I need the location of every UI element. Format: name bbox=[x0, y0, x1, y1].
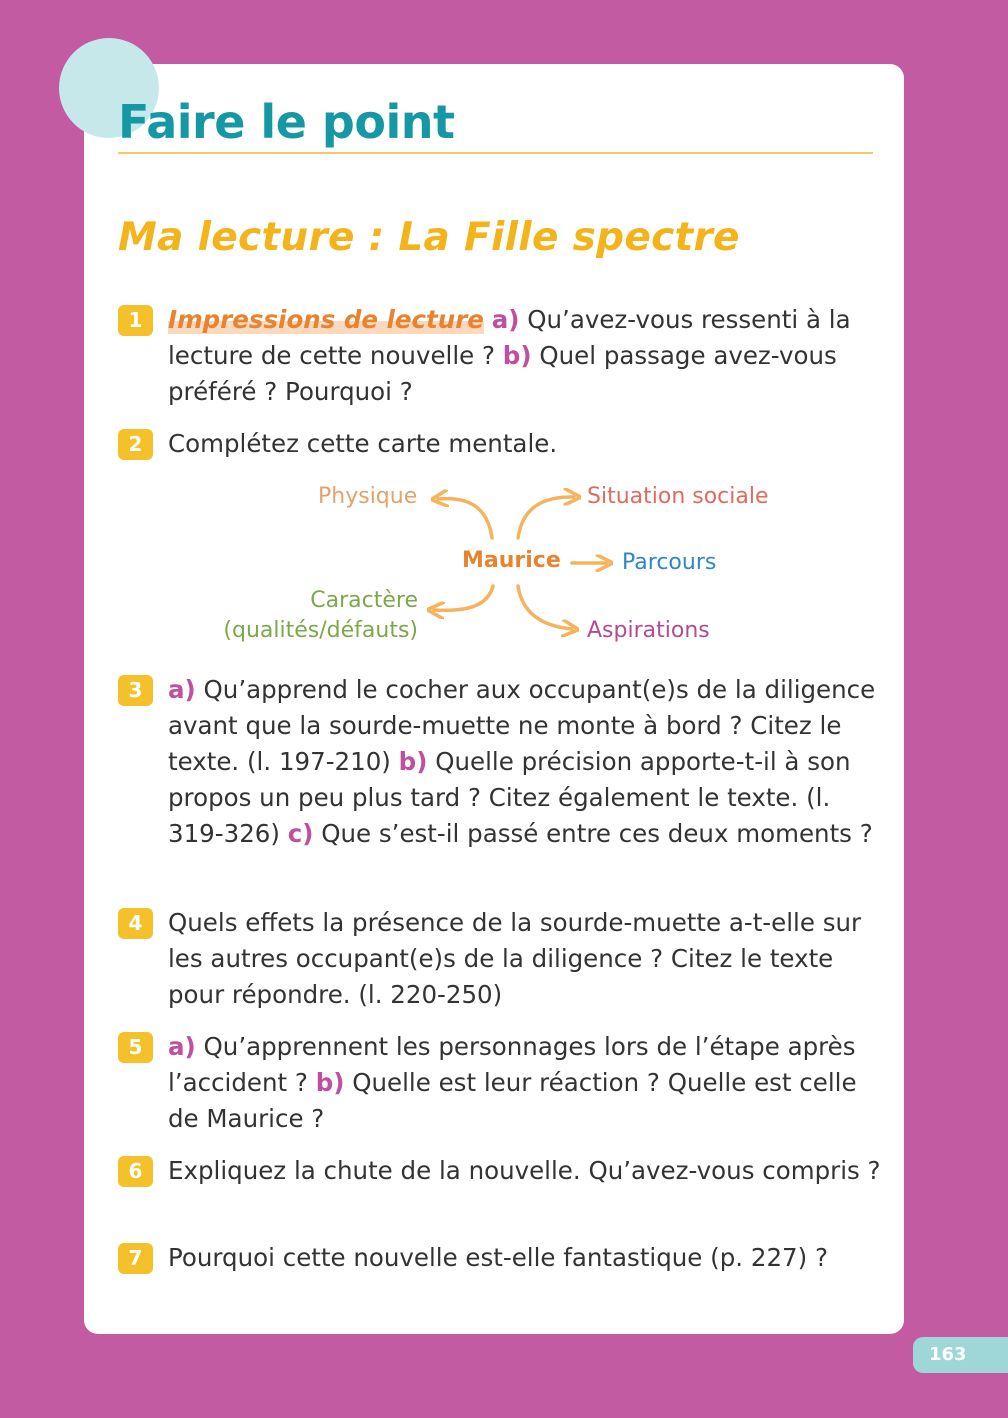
arrow-situation bbox=[518, 497, 574, 538]
question-number-badge: 5 bbox=[118, 1032, 153, 1063]
page-number: 163 bbox=[913, 1337, 1008, 1373]
part-b-text: Quelle précision apporte-t-il à son propos un peu plus tard ? Citez également le texte. (l. 319-326) bbox=[168, 747, 851, 848]
arrow-caractere bbox=[434, 586, 493, 610]
question-text: Pourquoi cette nouvelle est-elle fantastique (p. 227) ? bbox=[168, 1243, 828, 1272]
question-5 bbox=[118, 1029, 888, 1137]
part-c-text: Que s’est-il passé entre ces deux moments ? bbox=[313, 819, 873, 848]
question-number-badge: 7 bbox=[118, 1243, 153, 1274]
part-a-marker: a) bbox=[491, 305, 520, 334]
question-4 bbox=[118, 905, 888, 1013]
arrow-physique bbox=[438, 499, 492, 538]
section-title: Ma lecture : La Fille spectre bbox=[118, 215, 740, 260]
part-b-text: Quelle est leur réaction ? Quelle est celle de Maurice ? bbox=[168, 1068, 857, 1133]
question-6 bbox=[118, 1153, 888, 1189]
mind-map-parcours: Parcours bbox=[622, 550, 717, 575]
part-a-marker: a) bbox=[168, 1032, 196, 1061]
mind-map-caractere-line1: Caractère bbox=[310, 588, 418, 613]
question-3 bbox=[118, 672, 888, 852]
mind-map-center: Maurice bbox=[462, 548, 561, 573]
mind-map-aspirations: Aspirations bbox=[587, 618, 710, 643]
mind-map-situation: Situation sociale bbox=[587, 484, 769, 509]
part-c-marker: c) bbox=[287, 819, 314, 848]
question-text: Quels effets la présence de la sourde-muette a-t-elle sur les autres occupant(e)s de la diligence ? Citez le texte pour répondre. (l. 220-250) bbox=[168, 908, 862, 1009]
question-number-badge: 3 bbox=[118, 675, 153, 706]
page-title: Faire le point bbox=[118, 95, 455, 149]
part-a-text: Qu’apprennent les personnages lors de l’étape après l’accident ? bbox=[168, 1032, 856, 1097]
mind-map-physique: Physique bbox=[318, 484, 418, 509]
part-b-text: Quel passage avez-vous préféré ? Pourquoi ? bbox=[168, 341, 837, 406]
mind-map-caractere bbox=[200, 586, 418, 646]
part-b-marker: b) bbox=[398, 747, 428, 776]
question-number-badge: 2 bbox=[118, 429, 153, 460]
arrow-aspirations bbox=[518, 586, 572, 629]
part-b-marker: b) bbox=[315, 1068, 345, 1097]
part-b-marker: b) bbox=[502, 341, 532, 370]
question-text bbox=[168, 1029, 888, 1137]
question-text bbox=[168, 672, 888, 852]
part-a-marker: a) bbox=[168, 675, 196, 704]
question-7 bbox=[118, 1240, 888, 1276]
part-a-text: Qu’apprend le cocher aux occupant(e)s de la diligence avant que la sourde-muette ne monte à bord ? Citez le texte. (l. 197-210) bbox=[168, 675, 876, 776]
mind-map-caractere-line2: (qualités/défauts) bbox=[223, 618, 418, 643]
question-number-badge: 4 bbox=[118, 908, 153, 939]
question-text: Complétez cette carte mentale. bbox=[168, 429, 558, 458]
question-text: Expliquez la chute de la nouvelle. Qu’avez-vous compris ? bbox=[168, 1156, 881, 1185]
question-number-badge: 6 bbox=[118, 1156, 153, 1187]
question-number-badge: 1 bbox=[118, 305, 153, 336]
question-highlight: Impressions de lecture bbox=[168, 305, 484, 334]
part-a-text: Qu’avez-vous ressenti à la lecture de cette nouvelle ? bbox=[168, 305, 851, 370]
